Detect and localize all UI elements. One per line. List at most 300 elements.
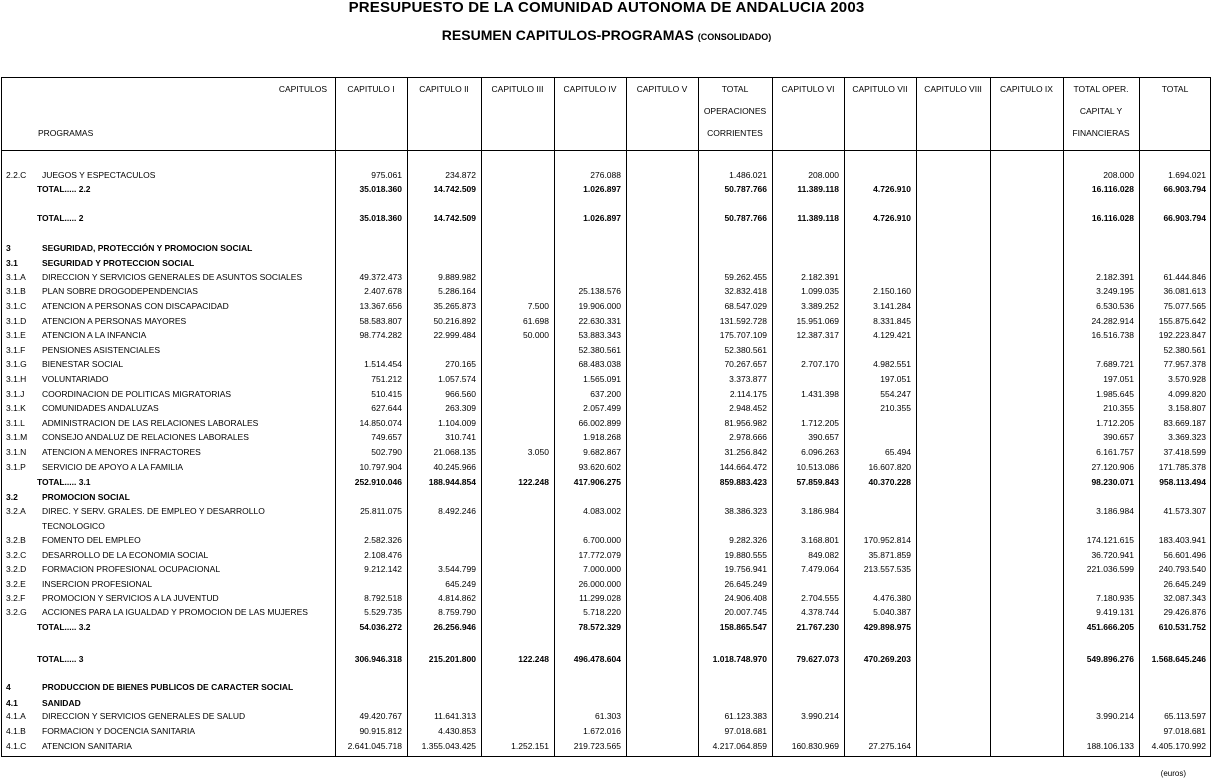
row-value: 175.707.109 <box>719 330 767 340</box>
row-code: 4.1.B <box>6 726 26 736</box>
row-value: 53.883.343 <box>578 330 621 340</box>
row-value: 25.138.576 <box>578 286 621 296</box>
row-value: 61.303 <box>595 711 621 721</box>
row-value: 6.096.263 <box>801 447 839 457</box>
row-value: 52.380.561 <box>1163 345 1206 355</box>
row-value: 3.141.284 <box>873 301 911 311</box>
row-value: 4.405.170.992 <box>1151 741 1206 751</box>
row-label: ATENCION A PERSONAS CON DISCAPACIDAD <box>42 301 229 311</box>
row-value: 1.026.897 <box>583 184 621 194</box>
row-value: 40.370.228 <box>868 477 911 487</box>
row-value: 1.057.574 <box>438 374 476 384</box>
row-code: 3.2.G <box>6 607 27 617</box>
row-value: 21.767.230 <box>796 622 839 632</box>
row-value: 3.544.799 <box>438 564 476 574</box>
row-value: 1.104.009 <box>438 418 476 428</box>
column-header-line: CAPITULO IV <box>563 84 617 94</box>
row-value: 2.057.499 <box>583 403 621 413</box>
column-header <box>1065 78 1137 144</box>
column-header <box>918 78 988 100</box>
row-code: 3.1.H <box>6 374 27 384</box>
row-value: 276.088 <box>590 170 621 180</box>
row-value: 3.990.214 <box>1096 711 1134 721</box>
row-value: 2.582.326 <box>364 535 402 545</box>
document-title: PRESUPUESTO DE LA COMUNIDAD AUTONOMA DE ANDALUCIA 2003 <box>348 0 865 16</box>
row-value: 11.641.313 <box>434 711 476 721</box>
row-label: PLAN SOBRE DROGODEPENDENCIAS <box>42 286 198 296</box>
row-value: 2.108.476 <box>364 550 402 560</box>
row-value: 11.389.118 <box>797 213 839 223</box>
row-value: 4.378.744 <box>801 607 839 617</box>
row-value: 57.859.843 <box>796 477 839 487</box>
row-value: 24.906.408 <box>724 593 767 603</box>
row-value: 5.529.735 <box>364 607 402 617</box>
row-value: 3.373.877 <box>729 374 767 384</box>
row-value: 61.444.846 <box>1163 272 1206 282</box>
row-value: 35.018.360 <box>359 184 402 194</box>
row-value: 17.772.079 <box>578 550 621 560</box>
row-value: 2.948.452 <box>729 403 767 413</box>
row-value: 849.082 <box>808 550 839 560</box>
row-value: 966.560 <box>445 389 476 399</box>
row-value: 2.407.678 <box>364 286 402 296</box>
row-code: 3.2 <box>6 492 18 502</box>
row-value: 41.573.307 <box>1163 506 1206 516</box>
row-value: 158.865.547 <box>719 622 767 632</box>
row-label: PRODUCCION DE BIENES PUBLICOS DE CARACTER SOCIAL <box>42 682 294 692</box>
row-total-label: TOTAL..... 3.2 <box>37 622 91 632</box>
row-value: 78.572.329 <box>578 622 621 632</box>
row-value: 4.129.421 <box>873 330 911 340</box>
row-value: 470.269.203 <box>863 654 911 664</box>
row-label: ADMINISTRACION DE LAS RELACIONES LABORALES <box>42 418 259 428</box>
row-value: 35.871.859 <box>868 550 911 560</box>
row-value: 66.903.794 <box>1163 213 1206 223</box>
row-value: 554.247 <box>880 389 911 399</box>
row-value: 68.547.029 <box>724 301 767 311</box>
row-value: 252.910.046 <box>354 477 402 487</box>
row-value: 549.896.276 <box>1086 654 1134 664</box>
row-value: 2.641.045.718 <box>347 741 402 751</box>
row-value: 155.875.642 <box>1158 316 1206 326</box>
row-value: 29.426.876 <box>1163 607 1206 617</box>
column-header-line: CAPITULO VIII <box>924 84 982 94</box>
row-value: 859.883.423 <box>719 477 767 487</box>
row-value: 208.000 <box>808 170 839 180</box>
row-value: 192.223.847 <box>1158 330 1206 340</box>
row-value: 5.040.387 <box>873 607 911 617</box>
row-label: FORMACION PROFESIONAL OCUPACIONAL <box>42 564 221 574</box>
row-value: 83.669.187 <box>1163 418 1206 428</box>
row-code: 3.2.C <box>6 550 27 560</box>
row-value: 16.116.028 <box>1091 184 1134 194</box>
row-value: 8.331.845 <box>873 316 911 326</box>
row-code: 3.1.J <box>6 389 25 399</box>
row-label: DIREC. Y SERV. GRALES. DE EMPLEO Y DESARROLLO <box>42 506 265 516</box>
row-value: 645.249 <box>445 579 476 589</box>
row-value: 14.742.509 <box>433 184 476 194</box>
row-value: 160.830.969 <box>791 741 839 751</box>
row-value: 11.389.118 <box>797 184 839 194</box>
row-label: FOMENTO DEL EMPLEO <box>42 535 141 545</box>
row-value: 8.492.246 <box>438 506 476 516</box>
row-value: 1.514.454 <box>364 359 402 369</box>
row-value: 234.872 <box>445 170 476 180</box>
row-value: 24.282.914 <box>1091 316 1134 326</box>
row-label: ATENCION A PERSONAS MAYORES <box>42 316 187 326</box>
row-value: 221.036.599 <box>1086 564 1134 574</box>
column-header <box>409 78 479 100</box>
subtitle-note: (CONSOLIDADO) <box>697 32 772 42</box>
column-header-line: TOTAL OPER. <box>1073 84 1129 94</box>
row-value: 496.478.604 <box>573 654 621 664</box>
row-value: 197.051 <box>1103 374 1134 384</box>
row-value: 15.951.069 <box>796 316 839 326</box>
row-value: 1.252.151 <box>511 741 549 751</box>
row-label: PROMOCION SOCIAL <box>42 492 130 502</box>
column-header-line: TOTAL <box>1161 84 1189 94</box>
row-value: 3.050 <box>527 447 549 457</box>
row-value: 144.664.472 <box>719 462 767 472</box>
row-value: 4.726.910 <box>873 213 911 223</box>
row-value: 183.403.941 <box>1158 535 1206 545</box>
row-value: 306.946.318 <box>354 654 402 664</box>
row-value: 8.759.790 <box>438 607 476 617</box>
row-code: 4 <box>6 682 11 692</box>
row-value: 7.500 <box>527 301 549 311</box>
column-line <box>626 77 627 757</box>
row-value: 66.903.794 <box>1163 184 1206 194</box>
row-code: 3.1.D <box>6 316 27 326</box>
row-label: FORMACION Y DOCENCIA SANITARIA <box>42 726 196 736</box>
row-code: 3.2.B <box>6 535 26 545</box>
row-value: 3.168.801 <box>801 535 839 545</box>
row-value: 22.999.484 <box>433 330 476 340</box>
row-value: 1.099.035 <box>801 286 839 296</box>
row-value: 98.230.071 <box>1091 477 1134 487</box>
row-value: 975.061 <box>371 170 402 180</box>
row-total-label: TOTAL..... 3 <box>37 654 84 664</box>
row-value: 219.723.565 <box>573 741 621 751</box>
row-value: 6.161.757 <box>1096 447 1134 457</box>
row-value: 2.978.666 <box>729 432 767 442</box>
row-value: 19.906.000 <box>578 301 621 311</box>
row-value: 208.000 <box>1103 170 1134 180</box>
row-code: 3 <box>6 243 11 253</box>
row-value: 4.083.002 <box>583 506 621 516</box>
row-label: ATENCION A LA INFANCIA <box>42 330 147 340</box>
row-value: 510.415 <box>371 389 402 399</box>
row-value: 37.418.599 <box>1163 447 1206 457</box>
row-label: TECNOLOGICO <box>42 521 105 531</box>
row-label: SEGURIDAD Y PROTECCION SOCIAL <box>42 258 195 268</box>
row-value: 6.530.536 <box>1096 301 1134 311</box>
row-value: 2.182.391 <box>1096 272 1134 282</box>
row-value: 210.355 <box>880 403 911 413</box>
row-value: 5.718.220 <box>583 607 621 617</box>
row-value: 4.726.910 <box>873 184 911 194</box>
row-code: 3.2.F <box>6 593 26 603</box>
row-total-label: TOTAL..... 3.1 <box>37 477 91 487</box>
unit-note: (euros) <box>1160 769 1186 778</box>
row-value: 7.689.721 <box>1096 359 1134 369</box>
row-value: 3.570.928 <box>1168 374 1206 384</box>
row-label: SANIDAD <box>42 698 81 708</box>
row-label: COORDINACION DE POLITICAS MIGRATORIAS <box>42 389 232 399</box>
row-value: 390.657 <box>1103 432 1134 442</box>
column-header <box>628 78 696 100</box>
row-value: 171.785.378 <box>1158 462 1206 472</box>
column-header-line: TOTAL <box>721 84 749 94</box>
row-value: 451.666.205 <box>1086 622 1134 632</box>
row-value: 36.081.613 <box>1163 286 1206 296</box>
row-code: 3.2.A <box>6 506 26 516</box>
row-value: 38.386.323 <box>724 506 767 516</box>
row-code: 4.1 <box>6 698 18 708</box>
row-value: 13.367.656 <box>359 301 402 311</box>
row-value: 1.486.021 <box>729 170 767 180</box>
row-value: 122.248 <box>518 477 549 487</box>
row-value: 749.657 <box>371 432 402 442</box>
row-value: 16.116.028 <box>1091 213 1134 223</box>
header-capitulos: CAPITULOS <box>278 84 327 94</box>
row-value: 1.985.645 <box>1096 389 1134 399</box>
row-value: 174.121.615 <box>1086 535 1134 545</box>
row-value: 26.645.249 <box>1163 579 1206 589</box>
row-value: 19.880.555 <box>724 550 767 560</box>
row-label: JUEGOS Y ESPECTACULOS <box>42 170 156 180</box>
row-value: 32.087.343 <box>1163 593 1206 603</box>
row-label: ATENCION A MENORES INFRACTORES <box>42 447 201 457</box>
row-value: 98.774.282 <box>359 330 402 340</box>
row-value: 50.787.766 <box>724 184 767 194</box>
row-value: 90.915.812 <box>359 726 402 736</box>
row-value: 93.620.602 <box>578 462 621 472</box>
row-value: 3.389.252 <box>801 301 839 311</box>
row-value: 263.309 <box>445 403 476 413</box>
column-header-line: CAPITULO IX <box>1000 84 1053 94</box>
row-value: 56.601.496 <box>1163 550 1206 560</box>
row-value: 1.918.268 <box>583 432 621 442</box>
row-value: 1.694.021 <box>1168 170 1206 180</box>
row-code: 3.1 <box>6 258 18 268</box>
column-header-line: CAPITAL Y <box>1079 106 1123 116</box>
row-value: 4.430.853 <box>438 726 476 736</box>
row-value: 19.756.941 <box>724 564 767 574</box>
row-value: 52.380.561 <box>578 345 621 355</box>
row-value: 4.814.862 <box>438 593 476 603</box>
column-header-line: CORRIENTES <box>707 128 763 138</box>
row-value: 61.123.383 <box>724 711 767 721</box>
row-value: 77.957.378 <box>1163 359 1206 369</box>
row-value: 1.568.645.246 <box>1151 654 1206 664</box>
row-value: 50.787.766 <box>724 213 767 223</box>
row-value: 7.180.935 <box>1096 593 1134 603</box>
column-header-line: CAPITULO III <box>491 84 544 94</box>
row-value: 9.889.982 <box>438 272 476 282</box>
row-value: 1.018.748.970 <box>712 654 767 664</box>
row-value: 627.644 <box>371 403 402 413</box>
column-line <box>916 77 917 757</box>
row-value: 7.479.064 <box>801 564 839 574</box>
column-header <box>337 78 405 100</box>
row-label: COMUNIDADES ANDALUZAS <box>42 403 159 413</box>
row-value: 22.630.331 <box>578 316 621 326</box>
row-value: 21.068.135 <box>433 447 476 457</box>
row-value: 10.797.904 <box>359 462 402 472</box>
row-value: 25.811.075 <box>360 506 402 516</box>
row-value: 16.607.820 <box>868 462 911 472</box>
row-value: 12.387.317 <box>796 330 839 340</box>
row-value: 66.002.899 <box>578 418 621 428</box>
row-value: 79.627.073 <box>796 654 839 664</box>
row-value: 52.380.561 <box>724 345 767 355</box>
row-value: 26.256.946 <box>433 622 476 632</box>
row-value: 4.476.380 <box>873 593 911 603</box>
row-value: 7.000.000 <box>583 564 621 574</box>
row-value: 3.186.984 <box>1096 506 1134 516</box>
row-value: 270.165 <box>445 359 476 369</box>
row-value: 2.182.391 <box>801 272 839 282</box>
row-value: 11.299.028 <box>579 593 621 603</box>
row-value: 61.698 <box>523 316 549 326</box>
column-header <box>846 78 914 100</box>
row-value: 429.898.975 <box>863 622 911 632</box>
row-value: 49.420.767 <box>359 711 402 721</box>
row-value: 4.982.551 <box>873 359 911 369</box>
row-value: 14.742.509 <box>433 213 476 223</box>
row-value: 31.256.842 <box>724 447 767 457</box>
row-value: 49.372.473 <box>359 272 402 282</box>
row-value: 36.720.941 <box>1091 550 1134 560</box>
row-value: 131.592.728 <box>719 316 767 326</box>
row-code: 4.1.C <box>6 741 27 751</box>
row-code: 3.1.B <box>6 286 26 296</box>
row-value: 1.355.043.425 <box>421 741 476 751</box>
row-value: 50.000 <box>523 330 549 340</box>
row-label: CONSEJO ANDALUZ DE RELACIONES LABORALES <box>42 432 249 442</box>
row-value: 68.483.038 <box>578 359 621 369</box>
row-label: DESARROLLO DE LA ECONOMIA SOCIAL <box>42 550 209 560</box>
row-value: 197.051 <box>880 374 911 384</box>
row-total-label: TOTAL..... 2.2 <box>37 184 91 194</box>
column-header <box>992 78 1061 100</box>
column-header-line: CAPITULO II <box>419 84 469 94</box>
row-value: 751.212 <box>371 374 402 384</box>
row-value: 188.106.133 <box>1086 741 1134 751</box>
row-value: 3.249.195 <box>1096 286 1134 296</box>
row-value: 26.000.000 <box>578 579 621 589</box>
column-header-line: CAPITULO VII <box>852 84 908 94</box>
row-value: 4.099.820 <box>1168 389 1206 399</box>
row-value: 58.583.807 <box>359 316 402 326</box>
row-label: ACCIONES PARA LA IGUALDAD Y PROMOCION DE LAS MUJERES <box>42 607 308 617</box>
column-header <box>700 78 770 144</box>
row-value: 16.516.738 <box>1091 330 1134 340</box>
row-code: 3.1.A <box>6 272 26 282</box>
row-label: DIRECCION Y SERVICIOS GENERALES DE ASUNTOS SOCIALES <box>42 272 303 282</box>
row-value: 9.212.142 <box>364 564 402 574</box>
row-value: 10.513.086 <box>796 462 839 472</box>
row-label: BIENESTAR SOCIAL <box>42 359 124 369</box>
row-value: 2.707.170 <box>801 359 839 369</box>
column-header-line: CAPITULO VI <box>781 84 835 94</box>
row-value: 3.186.984 <box>801 506 839 516</box>
row-value: 3.369.323 <box>1168 432 1206 442</box>
row-value: 26.645.249 <box>724 579 767 589</box>
row-value: 8.792.518 <box>364 593 402 603</box>
row-label: SEGURIDAD, PROTECCIÓN Y PROMOCION SOCIAL <box>42 243 253 253</box>
row-value: 32.832.418 <box>724 286 767 296</box>
row-value: 1.712.205 <box>1096 418 1134 428</box>
row-value: 75.077.565 <box>1163 301 1206 311</box>
row-value: 122.248 <box>518 654 549 664</box>
row-value: 1.431.398 <box>801 389 839 399</box>
header-separator <box>1 150 1211 151</box>
row-value: 35.265.873 <box>433 301 476 311</box>
row-total-label: TOTAL..... 2 <box>37 213 84 223</box>
row-value: 2.704.555 <box>801 593 839 603</box>
column-line <box>990 77 991 757</box>
row-value: 97.018.681 <box>1163 726 1206 736</box>
row-value: 213.557.535 <box>863 564 911 574</box>
row-value: 610.531.752 <box>1158 622 1206 632</box>
row-value: 170.952.814 <box>863 535 911 545</box>
row-value: 958.113.494 <box>1159 477 1206 487</box>
row-value: 240.793.540 <box>1158 564 1206 574</box>
row-code: 3.1.N <box>6 447 27 457</box>
row-code: 3.1.K <box>6 403 26 413</box>
row-value: 9.282.326 <box>729 535 767 545</box>
row-value: 27.275.164 <box>868 741 911 751</box>
row-value: 5.286.164 <box>438 286 476 296</box>
row-value: 35.018.360 <box>359 213 402 223</box>
row-value: 3.990.214 <box>801 711 839 721</box>
column-header <box>483 78 552 100</box>
row-value: 4.217.064.859 <box>712 741 767 751</box>
subtitle-text: RESUMEN CAPITULOS-PROGRAMAS <box>441 27 694 43</box>
row-label: INSERCION PROFESIONAL <box>42 579 153 589</box>
row-value: 310.741 <box>445 432 476 442</box>
row-value: 210.355 <box>1103 403 1134 413</box>
row-value: 50.216.892 <box>433 316 476 326</box>
document-subtitle <box>0 27 1213 43</box>
row-value: 637.200 <box>590 389 621 399</box>
row-value: 9.682.867 <box>583 447 621 457</box>
row-code: 3.1.E <box>6 330 26 340</box>
row-code: 4.1.A <box>6 711 26 721</box>
row-value: 65.494 <box>885 447 911 457</box>
row-value: 1.712.205 <box>801 418 839 428</box>
row-code: 2.2.C <box>6 170 27 180</box>
row-value: 14.850.074 <box>359 418 402 428</box>
row-value: 9.419.131 <box>1096 607 1134 617</box>
row-code: 3.1.F <box>6 345 26 355</box>
row-value: 81.956.982 <box>724 418 767 428</box>
row-code: 3.1.M <box>6 432 28 442</box>
row-value: 1.565.091 <box>583 374 621 384</box>
row-label: SERVICIO DE APOYO A LA FAMILIA <box>42 462 184 472</box>
column-header-line: CAPITULO I <box>347 84 395 94</box>
row-code: 3.2.D <box>6 564 27 574</box>
row-label: DIRECCION Y SERVICIOS GENERALES DE SALUD <box>42 711 246 721</box>
row-code: 3.1.C <box>6 301 27 311</box>
row-value: 2.150.160 <box>873 286 911 296</box>
column-header <box>556 78 624 100</box>
row-label: VOLUNTARIADO <box>42 374 109 384</box>
row-value: 65.113.597 <box>1164 711 1206 721</box>
row-value: 417.906.275 <box>573 477 621 487</box>
